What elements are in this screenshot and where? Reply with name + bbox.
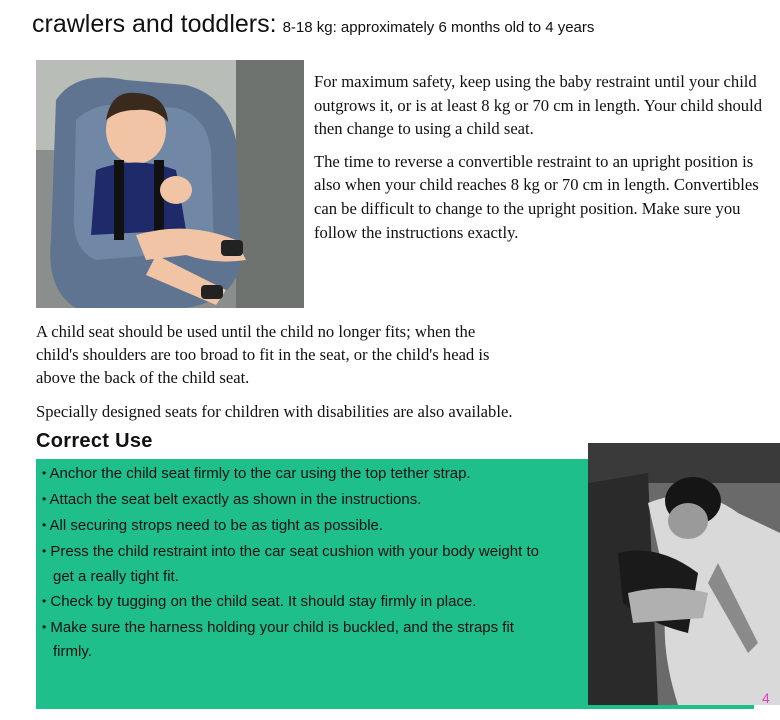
paragraph-child-seat-fit: A child seat should be used until the child no longer fits; when the child's shoulders are too broad to fit in the seat, or the child's head is above the back of the child seat. [36, 322, 490, 387]
paragraph-convertible-restraint: The time to reverse a convertible restraint to an upright position is also when your child reaches 8 kg or 70 cm in length. Convertibles can be difficult to change to the upright position. Make sure you follow the instructions exactly. [314, 151, 759, 242]
list-item [42, 590, 552, 615]
toddler-car-seat-photo [36, 60, 304, 308]
correct-use-title: Correct Use [36, 430, 153, 452]
list-item [42, 462, 552, 487]
bullet-icon: • [42, 492, 47, 506]
adult-installing-seat-photo [588, 443, 780, 705]
list-item-text: Attach the seat belt exactly as shown in the instructions. [49, 491, 422, 508]
page-number: 4 [762, 690, 770, 706]
list-item [42, 616, 552, 664]
list-item-text: Make sure the harness holding your child is buckled, and the straps fit firmly. [50, 618, 514, 660]
page-heading [32, 10, 594, 39]
paragraph-disability-seats: Specially designed seats for children with disabilities are also available. [36, 402, 513, 421]
list-item-text: Press the child restraint into the car seat cushion with your body weight to get a really tight fit. [50, 543, 539, 585]
list-item [42, 540, 552, 588]
list-item-text: All securing strops need to be as tight as possible. [49, 517, 384, 534]
bullet-icon: • [42, 518, 47, 532]
bullet-icon: • [42, 544, 47, 558]
bullet-icon: • [42, 466, 47, 480]
bullet-icon: • [42, 593, 47, 608]
correct-use-list [36, 459, 552, 664]
list-item-text: Check by tugging on the child seat. It should stay firmly in place. [50, 592, 477, 610]
heading-title: crawlers and toddlers: [32, 10, 277, 38]
list-item [42, 514, 552, 539]
heading-subtitle: 8-18 kg: approximately 6 months old to 4 years [282, 19, 595, 36]
bullet-icon: • [42, 619, 47, 634]
right-column-text [314, 70, 772, 253]
list-item-text: Anchor the child seat firmly to the car using the top tether strap. [49, 465, 471, 482]
list-item [42, 488, 552, 513]
paragraph-outgrow-restraint: For maximum safety, keep using the baby restraint until your child outgrows it, or is at least 8 kg or 70 cm in length. Your child should then change to using a child seat. [314, 72, 763, 139]
